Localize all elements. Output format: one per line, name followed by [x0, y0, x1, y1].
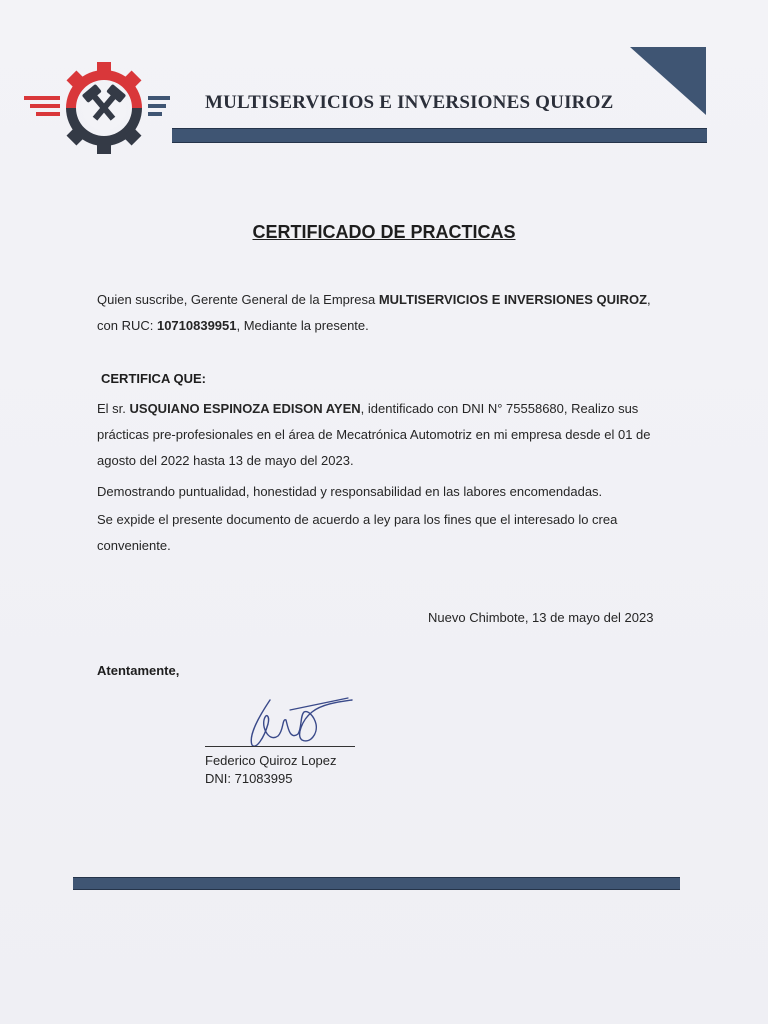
header-divider-bar [172, 128, 707, 143]
intro-company-name: MULTISERVICIOS E INVERSIONES QUIROZ [378, 292, 648, 307]
intro-text-c: , Mediante la presente. [236, 318, 369, 333]
signer-name: Federico Quiroz Lopez [205, 753, 337, 768]
signature-line [205, 746, 355, 747]
footer-divider-bar [73, 877, 680, 890]
signer-dni: DNI: 71083995 [205, 771, 293, 786]
qualities-paragraph: Demostrando puntualidad, honestidad y responsabilidad en las labores encomendadas. [97, 484, 603, 499]
document-title: CERTIFICADO DE PRACTICAS [252, 222, 516, 242]
intro-ruc: 10710839951 [156, 318, 237, 333]
gear-pistons-logo-icon [22, 58, 172, 158]
student-name: USQUIANO ESPINOZA EDISON AYEN [129, 401, 361, 416]
issuance-paragraph: Se expide el presente documento de acuerdo a ley para los fines que el interesado lo crea conveniente. [97, 512, 618, 553]
statement-paragraph [97, 396, 667, 474]
certifica-heading: CERTIFICA QUE: [101, 371, 206, 386]
statement-text-a: El sr. [97, 401, 130, 416]
closing-salutation: Atentamente, [97, 663, 180, 678]
intro-text-a: Quien suscribe, Gerente General de la Empresa [97, 292, 379, 307]
intro-text-b: , con RUC: [97, 292, 651, 333]
handwritten-signature [230, 690, 360, 752]
corner-triangle-decoration [630, 47, 706, 115]
place-and-date: Nuevo Chimbote, 13 de mayo del 2023 [428, 610, 654, 625]
signer-block [205, 752, 337, 788]
statement-text-b: , identificado con DNI N° 75558680, Realizo sus prácticas pre-profesionales en el área de Mecatrónica Automotriz en mi empresa desde el 01 de agosto del 2022 hasta 13 de mayo del 2023. [97, 401, 651, 468]
intro-paragraph [97, 287, 667, 339]
company-name: MULTISERVICIOS E INVERSIONES QUIROZ [205, 92, 614, 113]
